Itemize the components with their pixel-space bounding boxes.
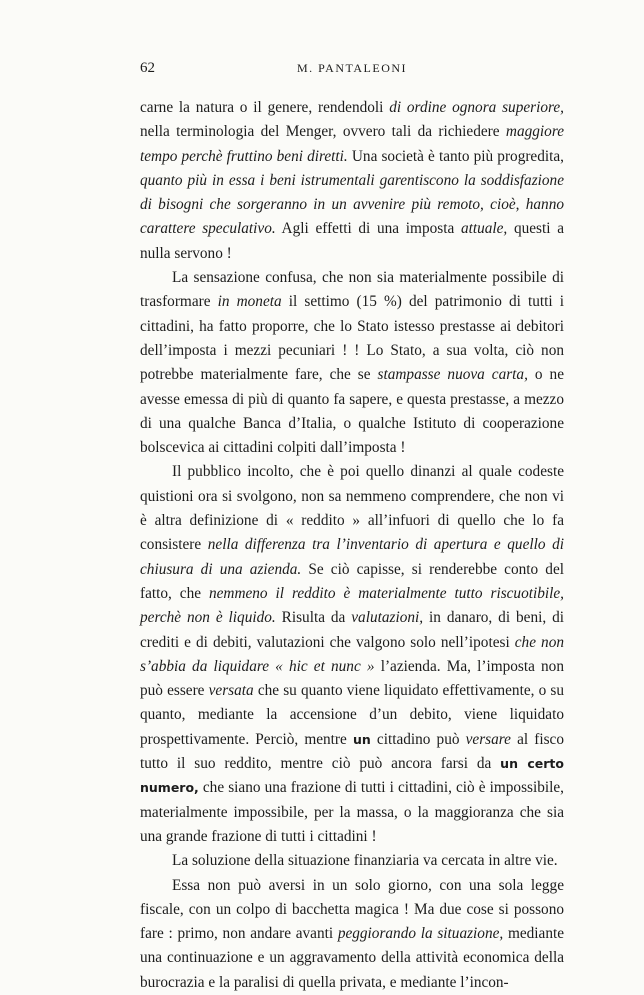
body-text-segment: Se ciò capisse, si renderebbe conto del fatto, che <box>140 560 564 602</box>
body-text-segment: La sensazione confusa, che non sia materialmente possibile di trasformare <box>140 269 564 311</box>
body-text-segment: l’azienda. Ma, l’imposta non può essere <box>140 657 564 700</box>
body-text-segment: o ne avesse emessa di più di quanto fa sapere, e questa prestasse, a mezzo di una qualche Banca d’Italia, o qualche Istituto di cooperazione bolscevica ai cittadini colpiti dall’imposta ! <box>140 366 564 457</box>
bold-text: un <box>352 731 371 747</box>
body-text-segment: mediante una continuazione e un aggravamento della attività economica della burocrazia e la paralisi di quella privata, e mediante l’incon- <box>140 925 565 991</box>
body-text-segment: carne la natura o il genere, rendendoli <box>140 99 390 116</box>
body-text-segment: che su quanto viene liquidato effettivamente, o su quanto, mediante la accensione d’un debito, viene liquidato prospettivamente. Perciò, mentre <box>140 682 564 748</box>
italic-text: maggiore tempo perchè fruttino beni diretti. <box>140 123 564 165</box>
paragraph <box>140 460 564 849</box>
italic-text: di ordine ognora superiore, <box>389 99 564 116</box>
body-text <box>140 96 564 995</box>
italic-text: stampasse nuova carta, <box>377 366 528 384</box>
page-header <box>140 60 564 82</box>
body-text-segment: questi a nulla servono ! <box>140 220 564 262</box>
bold-text: un certo numero, <box>140 756 564 796</box>
body-text-segment: Il pubblico incolto, che è poi quello dinanzi al quale codeste quistioni ora si svolgono, non sa nemmeno comprendere, che non vi è altra definizione di « reddito » all’infuori di quello che lo fa consistere <box>140 463 564 554</box>
body-text-segment: La soluzione della situazione finanziaria va cercata in altre vie. <box>172 852 558 870</box>
italic-text: versare <box>465 730 511 748</box>
paragraph <box>140 849 564 873</box>
italic-text: nella differenza tra l’inventario di apertura e quello di chiusura di una azienda. <box>140 536 564 578</box>
body-text-segment: Agli effetti di una imposta <box>275 220 461 238</box>
italic-text: versata <box>208 682 254 700</box>
running-title: M. PANTALEONI <box>296 61 408 75</box>
body-text-segment: Risulta da <box>275 609 352 627</box>
italic-text: nemmeno il reddito è materialmente tutto riscuotibile, perchè non è liquido. <box>140 584 564 627</box>
italic-text: che non s’abbia da liquidare « hic et nunc » <box>140 633 564 675</box>
body-text-segment: in danaro, di beni, di crediti e di debiti, valutazioni che valgono solo nell’ipotesi <box>140 609 564 651</box>
page-number: 62 <box>140 60 155 76</box>
body-text-segment: Essa non può aversi in un solo giorno, con una sola legge fiscale, con un colpo di bacchetta magica ! Ma due cose si possono fare : primo, non andare avanti <box>140 876 564 943</box>
body-text-segment: cittadino può <box>370 730 466 748</box>
paragraph <box>140 874 564 995</box>
italic-text: attuale, <box>460 220 508 238</box>
italic-text: quanto più in essa i beni istrumentali garentiscono la soddisfazione di bisogni che sorgeranno in un avvenire più remoto, cioè, hanno carattere speculativo. <box>140 171 564 238</box>
body-text-segment: Una società è tanto più progredita, <box>347 147 564 165</box>
paragraph <box>140 266 564 460</box>
body-text-segment: il settimo (15 %) del patrimonio di tutti i cittadini, ha fatto proporre, che lo Stato istesso prestasse ai debitori dell’imposta i mezzi pecuniari ! ! Lo Stato, a sua volta, ciò non potrebbe materialmente fare, che se <box>140 293 564 384</box>
body-text-segment: al fisco tutto il suo reddito, mentre ciò può ancora farsi da <box>140 730 564 773</box>
italic-text: in moneta <box>217 293 282 311</box>
body-text-segment: che siano una frazione di tutti i cittadini, ciò è impossibile, materialmente impossibile, per la massa, o la maggioranza che sia una grande frazione di tutti i cittadini ! <box>140 779 564 845</box>
italic-text: peggiorando la situazione, <box>337 925 504 943</box>
italic-text: valutazioni, <box>351 609 424 627</box>
paragraph <box>140 96 564 266</box>
body-text-segment: nella terminologia del Menger, ovvero tali da richiedere <box>140 123 506 141</box>
